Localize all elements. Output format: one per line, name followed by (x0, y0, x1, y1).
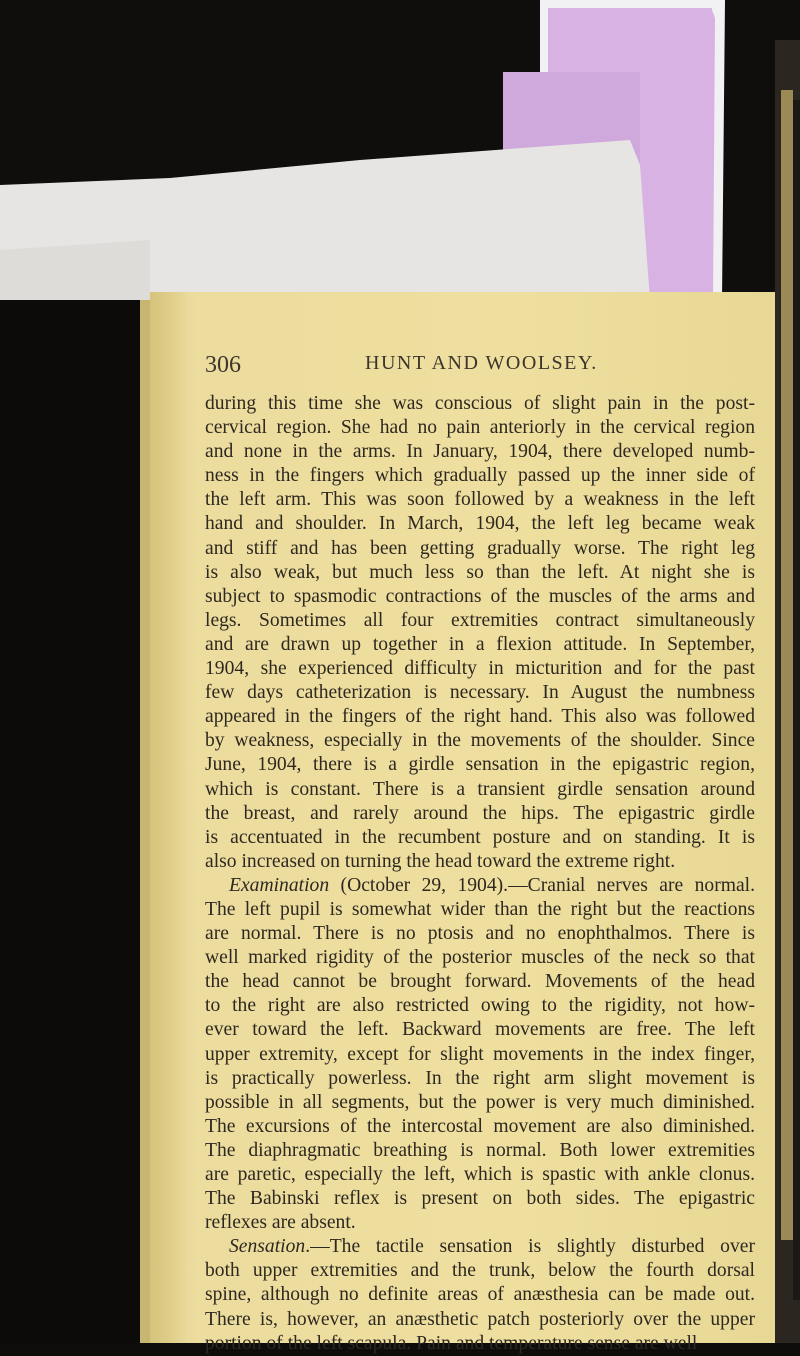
text-line (205, 440, 755, 464)
text-line (205, 753, 755, 777)
line-text: is also weak, but much less so than the left. At night she is (205, 561, 755, 583)
page-header (205, 352, 753, 382)
text-line (205, 585, 755, 609)
text-line (205, 633, 755, 657)
line-text: There is, however, an anæsthetic patch posteriorly over the upper (205, 1308, 755, 1330)
line-text: also increased on turning the head toward the extreme right. (205, 850, 676, 872)
line-text: legs. Sometimes all four extremities contract simultaneously (205, 609, 755, 631)
text-line (205, 537, 755, 561)
line-text: the left arm. This was soon followed by a weakness in the left (205, 489, 755, 511)
text-line (205, 729, 755, 753)
line-text: the head cannot be brought forward. Movements of the head (205, 971, 755, 993)
line-text: hand and shoulder. In March, 1904, the left leg became weak (205, 513, 755, 535)
line-text: .—The tactile sensation is slightly disturbed over (305, 1236, 755, 1258)
line-text: the breast, and rarely around the hips. The epigastric girdle (205, 802, 755, 824)
line-text: appeared in the fingers of the right hand. This also was followed (205, 706, 755, 728)
text-line (205, 609, 755, 633)
line-text: reflexes are absent. (205, 1212, 356, 1234)
book-edge (781, 90, 793, 1240)
text-line (205, 657, 755, 681)
line-text: subject to spasmodic contractions of the muscles of the arms and (205, 585, 755, 607)
text-line (205, 1235, 755, 1259)
text-line (205, 392, 755, 416)
text-line (205, 802, 755, 826)
text-line (205, 1163, 755, 1187)
line-text: and stiff and has been getting gradually worse. The right leg (205, 537, 755, 559)
text-line (205, 970, 755, 994)
line-text: The Babinski reflex is present on both sides. The epigastric (205, 1188, 755, 1210)
line-text: and are drawn up together in a flexion attitude. In September, (205, 633, 755, 655)
text-line (205, 1115, 755, 1139)
line-text: to the right are also restricted owing to the rigidity, not how- (205, 995, 755, 1017)
text-line (205, 1259, 755, 1283)
text-line (205, 681, 755, 705)
line-text: few days catheterization is necessary. In August the numbness (205, 682, 755, 704)
line-text: (October 29, 1904).—Cranial nerves are normal. (329, 874, 755, 896)
line-text: well marked rigidity of the posterior muscles of the neck so that (205, 947, 755, 969)
line-text: and none in the arms. In January, 1904, there developed numb- (205, 441, 755, 463)
text-line (205, 1211, 755, 1235)
text-line (205, 1018, 755, 1042)
line-text: cervical region. She had no pain anteriorly in the cervical region (205, 417, 755, 439)
line-text: spine, although no definite areas of anæsthesia can be made out. (205, 1284, 755, 1306)
text-line (205, 1067, 755, 1091)
line-text: during this time she was conscious of slight pain in the post- (205, 393, 755, 414)
text-line (205, 1139, 755, 1163)
line-text: which is constant. There is a transient girdle sensation around (205, 778, 755, 800)
line-text: ness in the fingers which gradually passed up the inner side of (205, 465, 755, 487)
line-text: is practically powerless. In the right arm slight movement is (205, 1067, 755, 1089)
text-line (205, 1043, 755, 1067)
line-text: The diaphragmatic breathing is normal. Both lower extremities (205, 1139, 755, 1161)
text-line (205, 850, 755, 874)
line-text: are paretic, especially the left, which is spastic with ankle clonus. (205, 1164, 755, 1185)
line-text: are normal. There is no ptosis and no enophthalmos. There is (205, 923, 755, 945)
text-line (205, 1091, 755, 1115)
text-line (205, 826, 755, 850)
text-line (205, 1332, 755, 1356)
text-line (205, 922, 755, 946)
text-line (205, 874, 755, 898)
text-line (205, 1308, 755, 1332)
line-text: The left pupil is somewhat wider than the right but the reactions (205, 898, 755, 920)
text-line (205, 1187, 755, 1211)
line-text: both upper extremities and the trunk, below the fourth dorsal (205, 1260, 755, 1282)
line-text: ever toward the left. Backward movements are free. The left (205, 1019, 755, 1041)
running-head: HUNT AND WOOLSEY. (365, 352, 598, 374)
paragraph-lead: Sensation (229, 1236, 306, 1258)
line-text: by weakness, especially in the movements of the shoulder. Since (205, 730, 755, 752)
text-line (205, 464, 755, 488)
book-page (150, 292, 775, 1354)
text-line (205, 416, 755, 440)
text-line (205, 561, 755, 585)
line-text: 1904, she experienced difficulty in micturition and for the past (205, 658, 755, 680)
text-line (205, 1283, 755, 1307)
line-text: upper extremity, except for slight movements in the index finger, (205, 1043, 755, 1065)
line-text: The excursions of the intercostal movement are also diminished. (205, 1115, 755, 1137)
text-line (205, 946, 755, 970)
page-number: 306 (205, 352, 241, 378)
line-text: is accentuated in the recumbent posture and on standing. It is (205, 826, 755, 848)
text-line (205, 898, 755, 922)
body-text (205, 392, 755, 1356)
line-text: June, 1904, there is a girdle sensation in the epigastric region, (205, 754, 755, 776)
text-line (205, 994, 755, 1018)
line-text: possible in all segments, but the power is very much diminished. (205, 1091, 755, 1113)
text-line (205, 778, 755, 802)
paragraph-lead: Examination (229, 874, 330, 896)
text-line (205, 705, 755, 729)
line-text: portion of the left scapula. Pain and temperature sense are well (205, 1332, 698, 1354)
text-line (205, 488, 755, 512)
text-line (205, 512, 755, 536)
